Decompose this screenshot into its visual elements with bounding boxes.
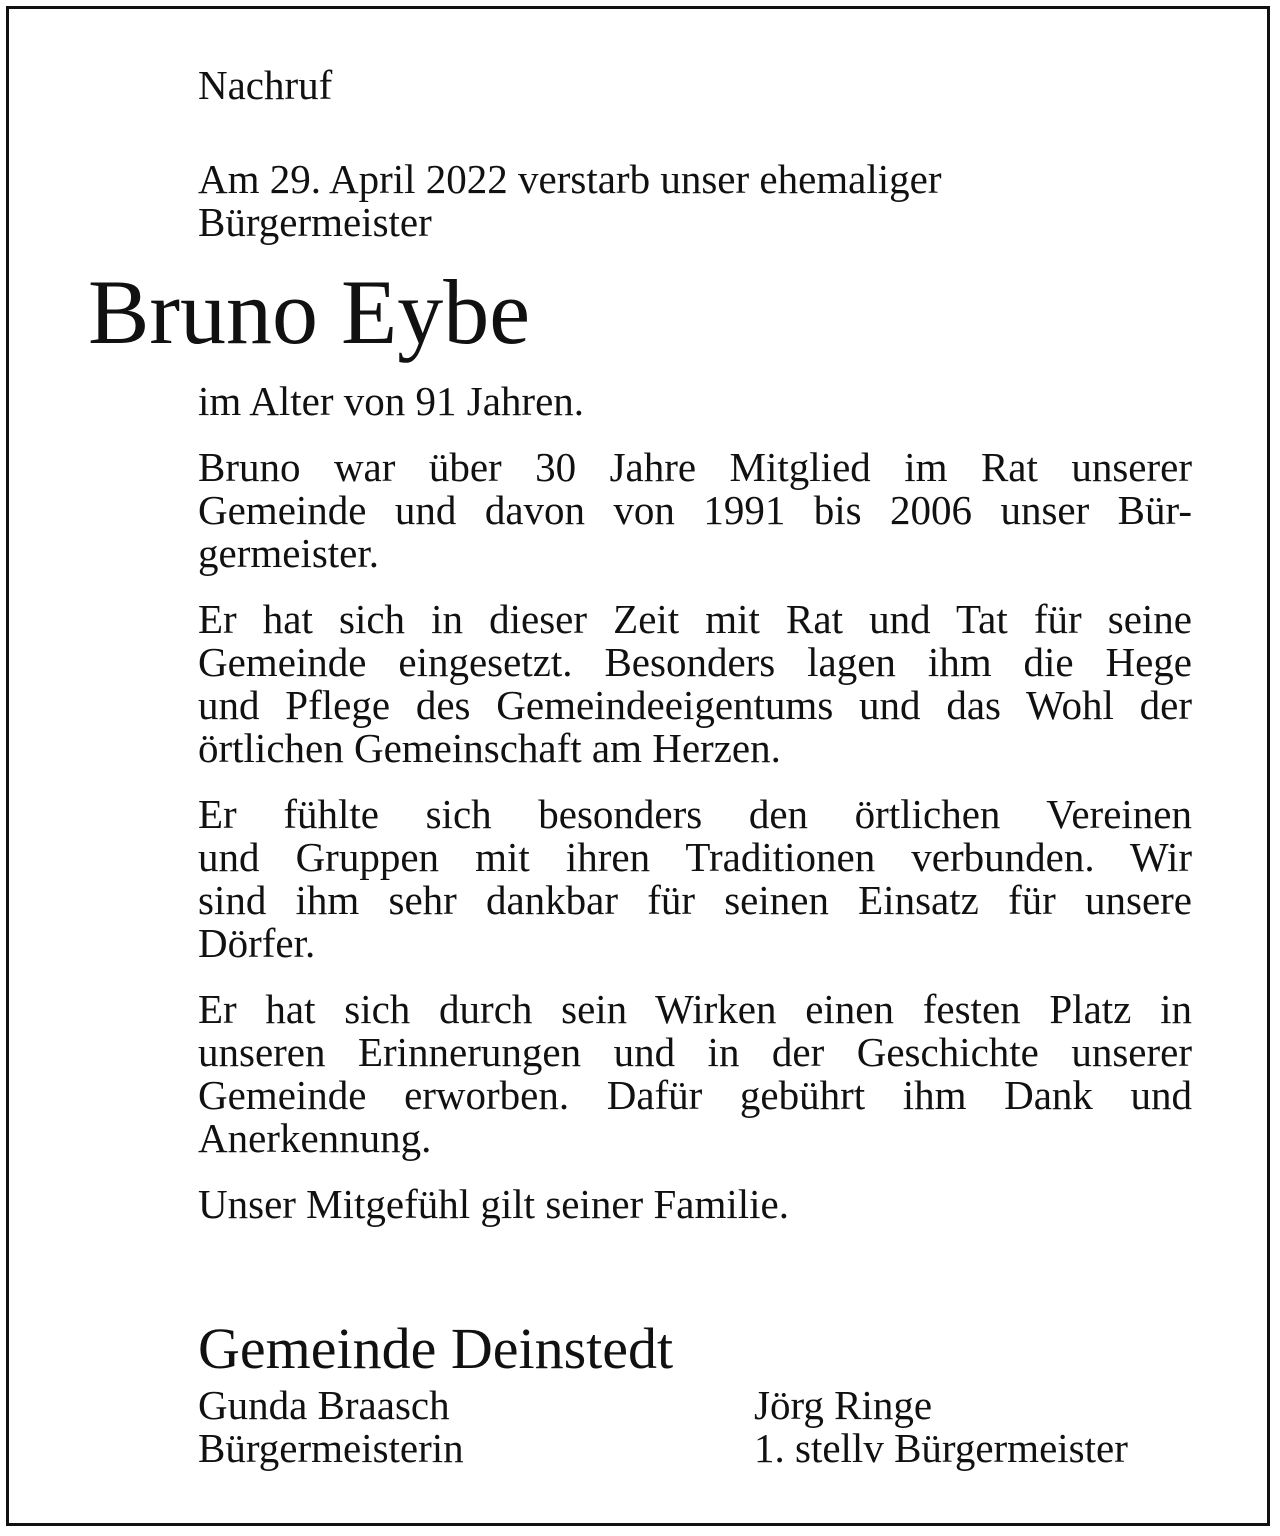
intro-line: Am 29. April 2022 verstarb unser ehemaliger: [198, 156, 942, 202]
signatory: [198, 1384, 464, 1470]
paragraph-line: Er fühlte sich besonders den örtlichen Vereinen: [198, 791, 1192, 837]
paragraph-line: Er hat sich durch sein Wirken einen festen Platz in: [198, 986, 1192, 1032]
signatory-role: 1. stellv Bürgermeister: [754, 1425, 1128, 1471]
paragraph-line: sind ihm sehr dankbar für seinen Einsatz für unsere: [198, 877, 1192, 923]
paragraph-line: Gemeinde und davon von 1991 bis 2006 unser Bür-: [198, 487, 1192, 533]
notice-heading: Nachruf: [198, 62, 333, 108]
paragraph-line: Dörfer.: [198, 920, 316, 966]
age-paragraph: [198, 380, 1192, 423]
signatory-name: Gunda Braasch: [198, 1382, 450, 1428]
paragraph: [198, 446, 1192, 575]
signatory: [754, 1384, 1128, 1470]
organization-name: Gemeinde Deinstedt: [198, 1316, 674, 1381]
paragraph: [198, 598, 1192, 770]
intro-text: [198, 158, 1198, 244]
signatory-role: Bürgermeisterin: [198, 1425, 464, 1471]
paragraph-line: und Gruppen mit ihren Traditionen verbunden. Wir: [198, 834, 1192, 880]
deceased-name: Bruno Eybe: [88, 261, 531, 363]
paragraph-line: Er hat sich in dieser Zeit mit Rat und Tat für seine: [198, 596, 1192, 642]
age-line: im Alter von 91 Jahren.: [198, 378, 585, 424]
signatory-name: Jörg Ringe: [754, 1382, 933, 1428]
paragraph-line: Bruno war über 30 Jahre Mitglied im Rat unserer: [198, 444, 1192, 490]
paragraph-line: germeister.: [198, 530, 380, 576]
paragraph: [198, 988, 1192, 1160]
intro-line: Bürgermeister: [198, 199, 432, 245]
paragraph-line: Anerkennung.: [198, 1115, 432, 1161]
paragraph-line: unseren Erinnerungen und in der Geschichte unserer: [198, 1029, 1192, 1075]
paragraph: [198, 1183, 1192, 1226]
paragraph-line: Gemeinde erworben. Dafür gebührt ihm Dank und: [198, 1072, 1192, 1118]
paragraph-line: Gemeinde eingesetzt. Besonders lagen ihm die Hege: [198, 639, 1192, 685]
paragraph-line: örtlichen Gemeinschaft am Herzen.: [198, 725, 781, 771]
notice-body: [198, 380, 1192, 1249]
paragraph-line: Unser Mitgefühl gilt seiner Familie.: [198, 1181, 789, 1227]
paragraph-line: und Pflege des Gemeindeeigentums und das Wohl der: [198, 682, 1192, 728]
paragraph: [198, 793, 1192, 965]
